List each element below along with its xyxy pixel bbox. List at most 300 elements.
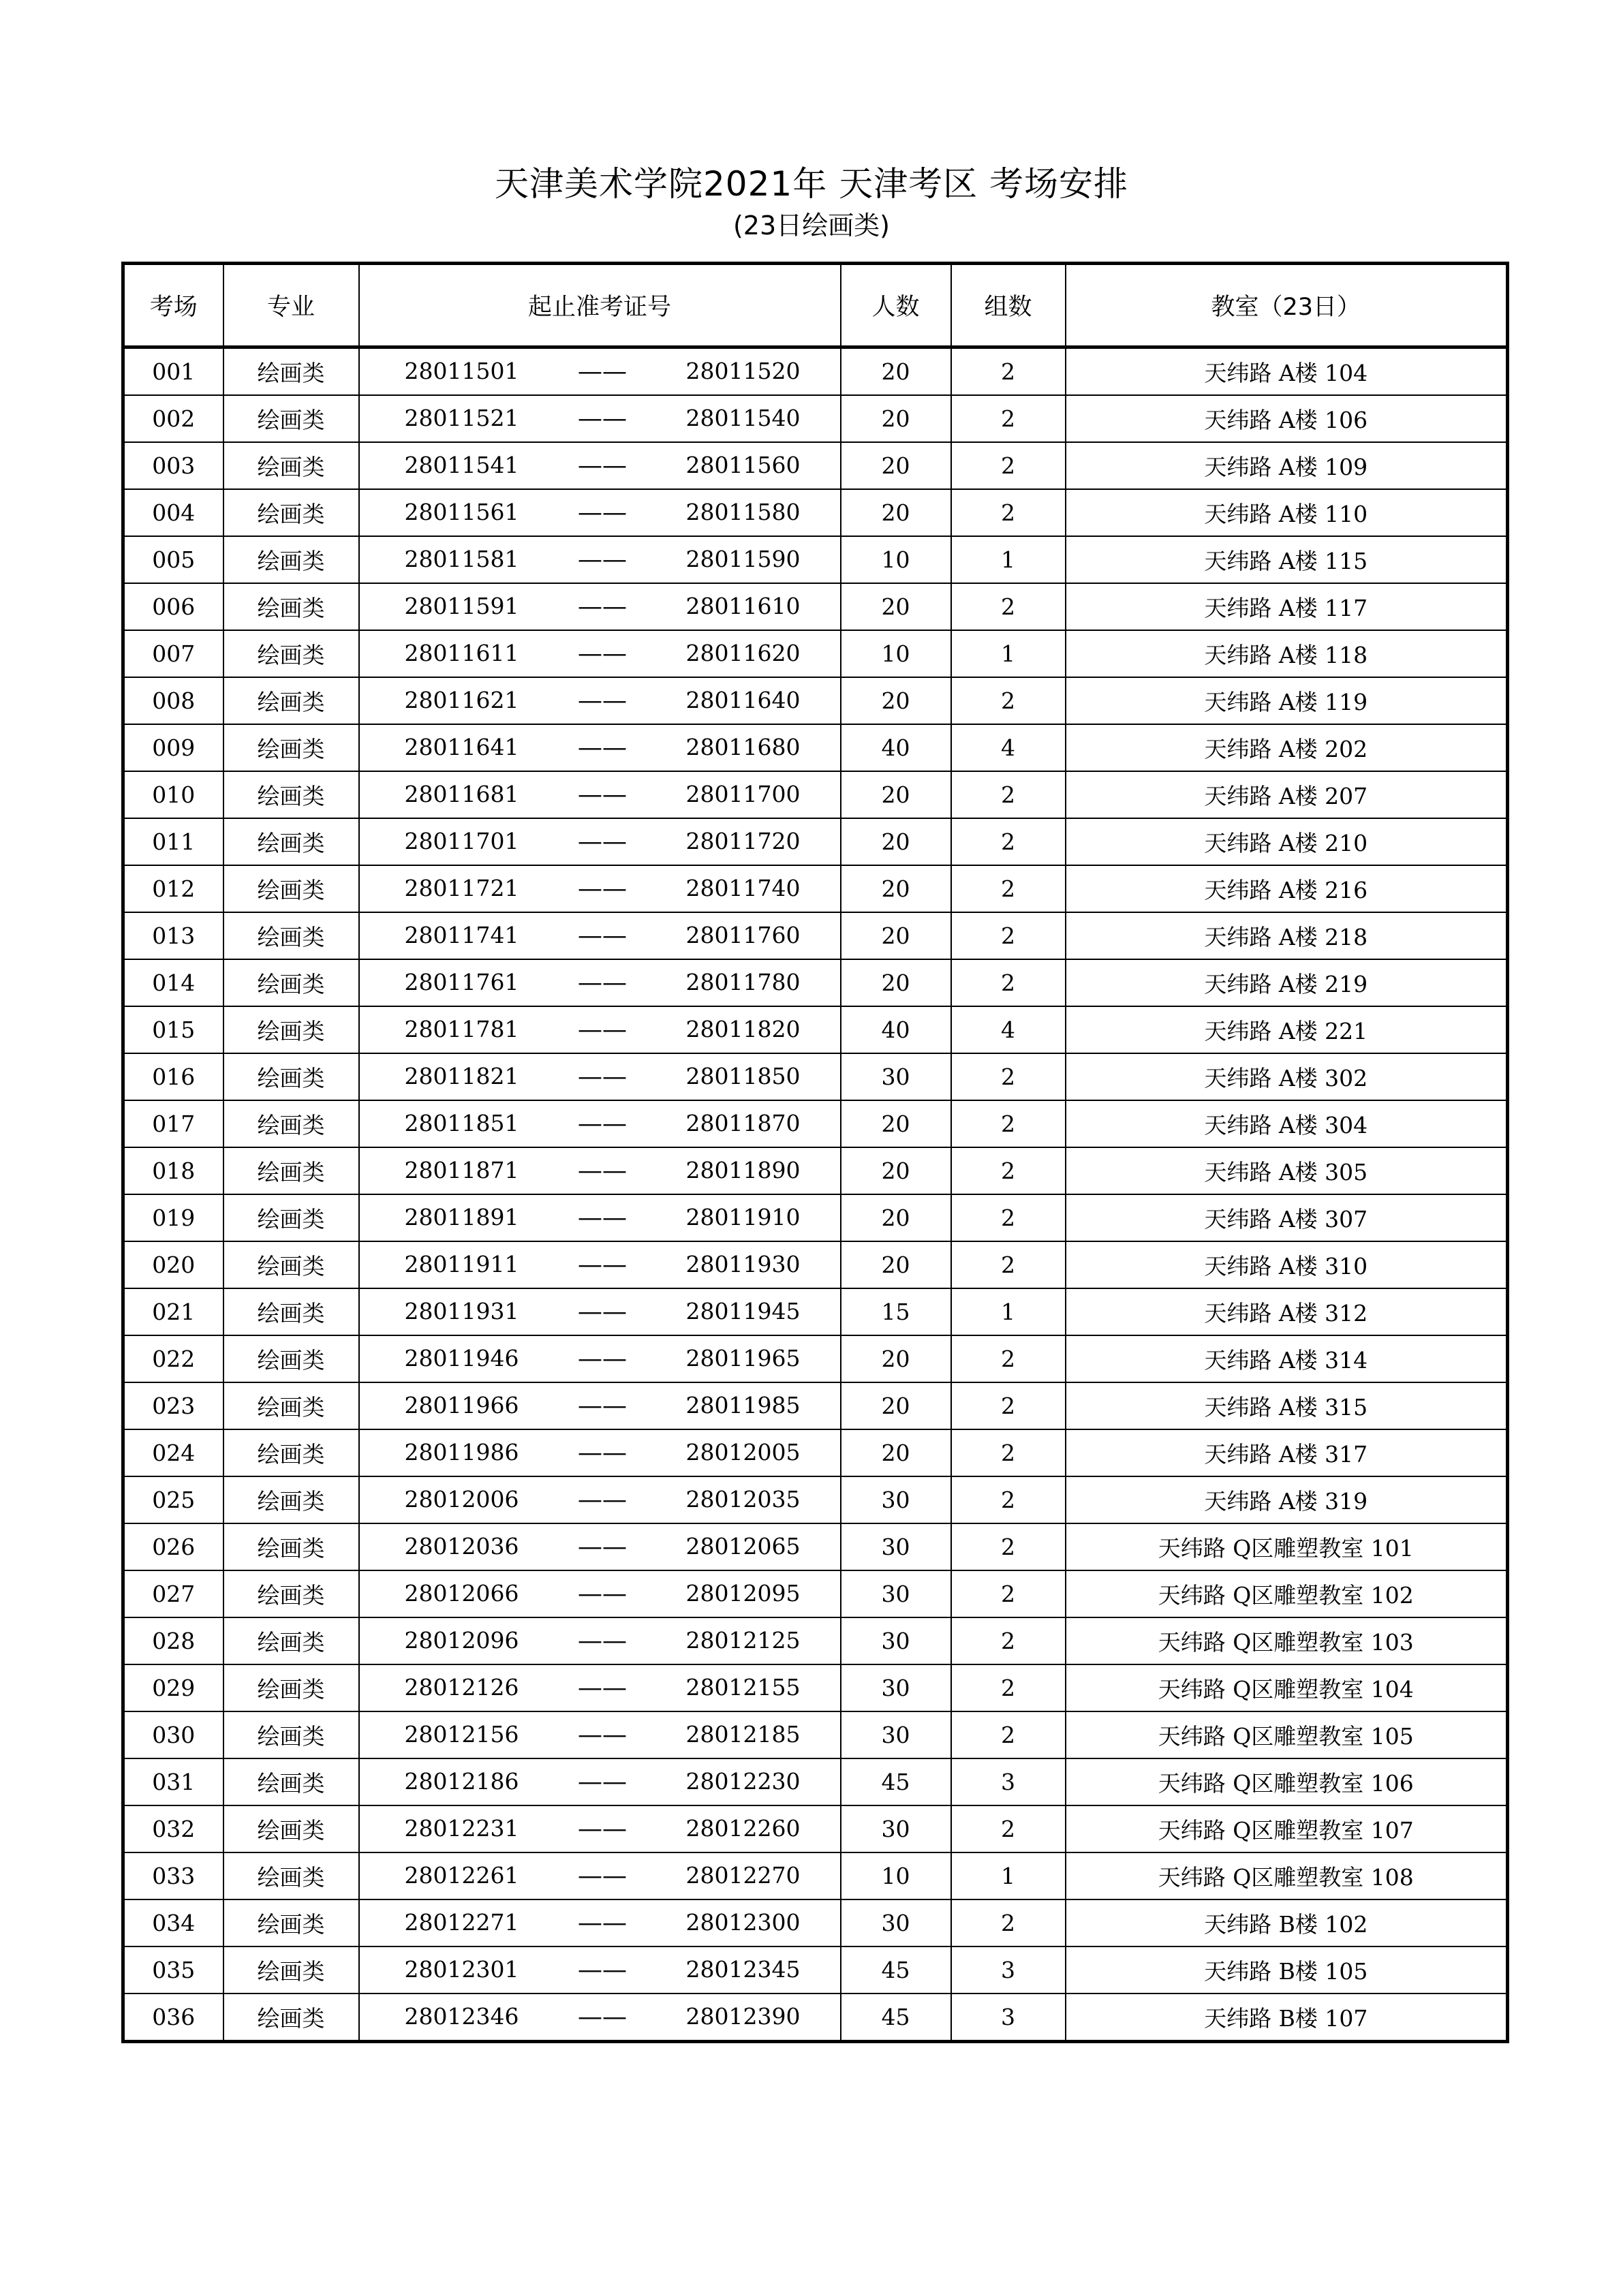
table-row: [123, 1805, 1508, 1852]
cell-groups: 1: [951, 630, 1066, 677]
cell-range: [359, 1711, 841, 1758]
header-row: [123, 264, 1508, 347]
range-end: 28011890: [685, 1157, 801, 1183]
cell-room: 034: [123, 1899, 223, 1946]
table-row: [123, 1523, 1508, 1570]
range-end: 28011540: [685, 405, 801, 431]
range-end: 28012270: [685, 1862, 801, 1889]
range-separator: ——: [578, 828, 627, 856]
table-row: [123, 1335, 1508, 1382]
cell-range: [359, 912, 841, 959]
cell-count: 20: [841, 677, 951, 724]
cell-classroom: 天纬路 A楼 119: [1066, 677, 1508, 724]
cell-range: [359, 1288, 841, 1335]
table-row: [123, 1147, 1508, 1194]
cell-room: 022: [123, 1335, 223, 1382]
table-row: [123, 1711, 1508, 1758]
cell-major: 绘画类: [223, 1758, 359, 1805]
cell-classroom: 天纬路 A楼 106: [1066, 395, 1508, 442]
cell-room: 025: [123, 1476, 223, 1523]
cell-groups: 1: [951, 1852, 1066, 1899]
cell-room: 002: [123, 395, 223, 442]
cell-count: 20: [841, 347, 951, 396]
cell-major: 绘画类: [223, 1194, 359, 1241]
range-start: 28011621: [404, 687, 519, 713]
range-separator: ——: [578, 1674, 627, 1702]
cell-groups: 2: [951, 1194, 1066, 1241]
cell-major: 绘画类: [223, 536, 359, 583]
cell-major: 绘画类: [223, 912, 359, 959]
range-separator: ——: [578, 593, 627, 621]
cell-range: [359, 1852, 841, 1899]
range-start: 28011611: [404, 640, 519, 666]
cell-major: 绘画类: [223, 771, 359, 818]
range-end: 28011590: [685, 546, 801, 572]
cell-major: 绘画类: [223, 1335, 359, 1382]
range-separator: ——: [578, 1251, 627, 1279]
cell-room: 004: [123, 489, 223, 536]
table-row: [123, 912, 1508, 959]
cell-range: [359, 442, 841, 489]
header-room: 考场: [123, 264, 223, 347]
range-start: 28011591: [404, 593, 519, 619]
range-start: 28011741: [404, 922, 519, 948]
range-end: 28011870: [685, 1110, 801, 1136]
cell-range: [359, 1241, 841, 1288]
table-row: [123, 865, 1508, 912]
range-end: 28012065: [685, 1533, 801, 1560]
cell-groups: 3: [951, 1994, 1066, 2042]
cell-major: 绘画类: [223, 1100, 359, 1147]
cell-major: 绘画类: [223, 489, 359, 536]
cell-classroom: 天纬路 A楼 304: [1066, 1100, 1508, 1147]
cell-range: [359, 724, 841, 771]
cell-room: 021: [123, 1288, 223, 1335]
cell-count: 30: [841, 1664, 951, 1711]
cell-groups: 2: [951, 1382, 1066, 1429]
range-end: 28012005: [685, 1439, 801, 1465]
cell-count: 20: [841, 1194, 951, 1241]
range-start: 28011761: [404, 969, 519, 995]
table-row: [123, 1194, 1508, 1241]
cell-groups: 2: [951, 865, 1066, 912]
cell-room: 006: [123, 583, 223, 630]
cell-groups: 2: [951, 771, 1066, 818]
cell-room: 015: [123, 1006, 223, 1053]
cell-room: 019: [123, 1194, 223, 1241]
cell-room: 008: [123, 677, 223, 724]
cell-range: [359, 536, 841, 583]
table-row: [123, 1617, 1508, 1664]
range-start: 28012346: [404, 2003, 519, 2030]
cell-room: 016: [123, 1053, 223, 1100]
table-row: [123, 536, 1508, 583]
cell-classroom: 天纬路 A楼 118: [1066, 630, 1508, 677]
cell-room: 029: [123, 1664, 223, 1711]
cell-groups: 2: [951, 1805, 1066, 1852]
range-start: 28011641: [404, 734, 519, 760]
table-row: [123, 1570, 1508, 1617]
range-start: 28011781: [404, 1016, 519, 1042]
cell-count: 20: [841, 1382, 951, 1429]
header-classroom: 教室（23日）: [1066, 264, 1508, 347]
range-end: 28012390: [685, 2003, 801, 2030]
cell-groups: 2: [951, 1053, 1066, 1100]
range-end: 28011700: [685, 781, 801, 807]
table-row: [123, 959, 1508, 1006]
cell-count: 20: [841, 959, 951, 1006]
cell-major: 绘画类: [223, 724, 359, 771]
cell-classroom: 天纬路 B楼 105: [1066, 1946, 1508, 1994]
range-separator: ——: [578, 734, 627, 762]
cell-count: 10: [841, 630, 951, 677]
range-start: 28011581: [404, 546, 519, 572]
cell-range: [359, 1664, 841, 1711]
cell-groups: 2: [951, 1570, 1066, 1617]
range-separator: ——: [578, 1392, 627, 1420]
range-start: 28011521: [404, 405, 519, 431]
range-end: 28011580: [685, 499, 801, 525]
cell-count: 20: [841, 1241, 951, 1288]
range-separator: ——: [578, 1439, 627, 1467]
cell-major: 绘画类: [223, 677, 359, 724]
cell-classroom: 天纬路 Q区雕塑教室 104: [1066, 1664, 1508, 1711]
cell-groups: 2: [951, 1241, 1066, 1288]
cell-range: [359, 1194, 841, 1241]
cell-room: 035: [123, 1946, 223, 1994]
cell-count: 20: [841, 1429, 951, 1476]
cell-room: 017: [123, 1100, 223, 1147]
range-start: 28012036: [404, 1533, 519, 1560]
range-end: 28011610: [685, 593, 801, 619]
cell-count: 30: [841, 1476, 951, 1523]
cell-classroom: 天纬路 Q区雕塑教室 103: [1066, 1617, 1508, 1664]
table-row: [123, 1053, 1508, 1100]
cell-groups: 2: [951, 442, 1066, 489]
cell-room: 001: [123, 347, 223, 396]
cell-major: 绘画类: [223, 1429, 359, 1476]
cell-major: 绘画类: [223, 442, 359, 489]
range-end: 28011760: [685, 922, 801, 948]
cell-count: 20: [841, 865, 951, 912]
cell-classroom: 天纬路 A楼 317: [1066, 1429, 1508, 1476]
cell-classroom: 天纬路 A楼 219: [1066, 959, 1508, 1006]
cell-range: [359, 1523, 841, 1570]
cell-groups: 2: [951, 1147, 1066, 1194]
table-row: [123, 1241, 1508, 1288]
range-end: 28011680: [685, 734, 801, 760]
range-separator: ——: [578, 1486, 627, 1514]
cell-classroom: 天纬路 A楼 302: [1066, 1053, 1508, 1100]
table-row: [123, 1664, 1508, 1711]
range-separator: ——: [578, 1815, 627, 1843]
range-end: 28011965: [685, 1345, 801, 1371]
cell-major: 绘画类: [223, 1805, 359, 1852]
cell-groups: 2: [951, 818, 1066, 865]
cell-count: 40: [841, 1006, 951, 1053]
cell-classroom: 天纬路 A楼 221: [1066, 1006, 1508, 1053]
range-start: 28012186: [404, 1768, 519, 1795]
cell-range: [359, 1006, 841, 1053]
cell-classroom: 天纬路 Q区雕塑教室 108: [1066, 1852, 1508, 1899]
cell-range: [359, 677, 841, 724]
cell-range: [359, 771, 841, 818]
range-end: 28011560: [685, 452, 801, 478]
cell-count: 30: [841, 1899, 951, 1946]
cell-classroom: 天纬路 A楼 319: [1066, 1476, 1508, 1523]
cell-classroom: 天纬路 A楼 115: [1066, 536, 1508, 583]
cell-room: 032: [123, 1805, 223, 1852]
range-end: 28012035: [685, 1486, 801, 1512]
header-count: 人数: [841, 264, 951, 347]
cell-major: 绘画类: [223, 1476, 359, 1523]
cell-groups: 2: [951, 1617, 1066, 1664]
range-end: 28011930: [685, 1251, 801, 1277]
cell-major: 绘画类: [223, 1664, 359, 1711]
cell-classroom: 天纬路 A楼 109: [1066, 442, 1508, 489]
range-start: 28011501: [404, 358, 519, 384]
cell-major: 绘画类: [223, 630, 359, 677]
cell-count: 10: [841, 536, 951, 583]
cell-count: 30: [841, 1523, 951, 1570]
cell-groups: 1: [951, 1288, 1066, 1335]
range-start: 28011681: [404, 781, 519, 807]
range-separator: ——: [578, 405, 627, 433]
range-separator: ——: [578, 1627, 627, 1655]
range-separator: ——: [578, 875, 627, 903]
cell-classroom: 天纬路 A楼 312: [1066, 1288, 1508, 1335]
range-end: 28012345: [685, 1956, 801, 1983]
cell-major: 绘画类: [223, 1147, 359, 1194]
cell-groups: 2: [951, 583, 1066, 630]
cell-count: 20: [841, 489, 951, 536]
range-end: 28011720: [685, 828, 801, 854]
cell-range: [359, 347, 841, 396]
cell-count: 30: [841, 1053, 951, 1100]
table-row: [123, 818, 1508, 865]
cell-classroom: 天纬路 A楼 307: [1066, 1194, 1508, 1241]
range-separator: ——: [578, 969, 627, 997]
range-start: 28012096: [404, 1627, 519, 1654]
range-end: 28011520: [685, 358, 801, 384]
cell-groups: 2: [951, 1523, 1066, 1570]
range-start: 28011851: [404, 1110, 519, 1136]
range-start: 28012066: [404, 1580, 519, 1607]
cell-range: [359, 630, 841, 677]
cell-range: [359, 395, 841, 442]
range-start: 28012156: [404, 1721, 519, 1748]
cell-classroom: 天纬路 Q区雕塑教室 107: [1066, 1805, 1508, 1852]
range-start: 28011986: [404, 1439, 519, 1465]
cell-groups: 2: [951, 1711, 1066, 1758]
cell-room: 018: [123, 1147, 223, 1194]
cell-classroom: 天纬路 A楼 305: [1066, 1147, 1508, 1194]
cell-range: [359, 1382, 841, 1429]
exam-schedule-table: [121, 262, 1509, 2043]
range-start: 28011701: [404, 828, 519, 854]
cell-room: 033: [123, 1852, 223, 1899]
cell-count: 20: [841, 583, 951, 630]
cell-major: 绘画类: [223, 1946, 359, 1994]
cell-room: 031: [123, 1758, 223, 1805]
cell-groups: 2: [951, 1476, 1066, 1523]
cell-count: 45: [841, 1758, 951, 1805]
cell-major: 绘画类: [223, 1241, 359, 1288]
cell-groups: 2: [951, 912, 1066, 959]
table-row: [123, 1946, 1508, 1994]
range-end: 28011945: [685, 1298, 801, 1324]
cell-classroom: 天纬路 Q区雕塑教室 105: [1066, 1711, 1508, 1758]
range-end: 28011640: [685, 687, 801, 713]
cell-major: 绘画类: [223, 1006, 359, 1053]
range-end: 28012155: [685, 1674, 801, 1701]
cell-groups: 2: [951, 489, 1066, 536]
cell-classroom: 天纬路 A楼 218: [1066, 912, 1508, 959]
range-end: 28011780: [685, 969, 801, 995]
range-end: 28011985: [685, 1392, 801, 1418]
cell-range: [359, 1570, 841, 1617]
cell-groups: 2: [951, 1100, 1066, 1147]
cell-classroom: 天纬路 A楼 104: [1066, 347, 1508, 396]
table-body: [123, 347, 1508, 2042]
cell-range: [359, 1899, 841, 1946]
cell-groups: 4: [951, 1006, 1066, 1053]
cell-groups: 4: [951, 724, 1066, 771]
cell-count: 20: [841, 395, 951, 442]
cell-count: 20: [841, 1335, 951, 1382]
cell-room: 020: [123, 1241, 223, 1288]
table-row: [123, 1852, 1508, 1899]
cell-count: 30: [841, 1617, 951, 1664]
header-major: 专业: [223, 264, 359, 347]
cell-range: [359, 818, 841, 865]
range-start: 28011541: [404, 452, 519, 478]
cell-major: 绘画类: [223, 395, 359, 442]
cell-major: 绘画类: [223, 818, 359, 865]
header-range: 起止准考证号: [359, 264, 841, 347]
range-separator: ——: [578, 640, 627, 668]
cell-major: 绘画类: [223, 865, 359, 912]
range-start: 28012231: [404, 1815, 519, 1842]
cell-classroom: 天纬路 A楼 216: [1066, 865, 1508, 912]
range-end: 28011850: [685, 1063, 801, 1089]
cell-major: 绘画类: [223, 959, 359, 1006]
cell-room: 013: [123, 912, 223, 959]
range-separator: ——: [578, 499, 627, 527]
table-row: [123, 1100, 1508, 1147]
cell-room: 030: [123, 1711, 223, 1758]
table-row: [123, 489, 1508, 536]
table-row: [123, 347, 1508, 396]
cell-count: 20: [841, 442, 951, 489]
cell-room: 023: [123, 1382, 223, 1429]
range-separator: ——: [578, 452, 627, 480]
cell-classroom: 天纬路 A楼 207: [1066, 771, 1508, 818]
cell-range: [359, 865, 841, 912]
cell-groups: 2: [951, 347, 1066, 396]
page-subtitle: (23日绘画类): [732, 211, 890, 241]
range-separator: ——: [578, 358, 627, 386]
cell-range: [359, 1994, 841, 2042]
range-separator: ——: [578, 1016, 627, 1044]
cell-classroom: 天纬路 A楼 210: [1066, 818, 1508, 865]
cell-room: 009: [123, 724, 223, 771]
cell-classroom: 天纬路 A楼 110: [1066, 489, 1508, 536]
range-separator: ——: [578, 1862, 627, 1890]
cell-room: 028: [123, 1617, 223, 1664]
table-row: [123, 677, 1508, 724]
cell-room: 027: [123, 1570, 223, 1617]
range-end: 28012125: [685, 1627, 801, 1654]
page-title: 天津美术学院2021年 天津考区 考场安排: [494, 164, 1129, 204]
cell-range: [359, 1053, 841, 1100]
cell-count: 20: [841, 818, 951, 865]
range-start: 28012006: [404, 1486, 519, 1512]
cell-major: 绘画类: [223, 1899, 359, 1946]
table-row: [123, 1994, 1508, 2042]
table-row: [123, 1758, 1508, 1805]
cell-groups: 2: [951, 677, 1066, 724]
range-start: 28011911: [404, 1251, 519, 1277]
cell-groups: 2: [951, 1429, 1066, 1476]
cell-major: 绘画类: [223, 1852, 359, 1899]
range-end: 28011740: [685, 875, 801, 901]
range-end: 28012300: [685, 1909, 801, 1936]
range-separator: ——: [578, 1110, 627, 1138]
cell-room: 005: [123, 536, 223, 583]
range-separator: ——: [578, 1063, 627, 1091]
range-end: 28012185: [685, 1721, 801, 1748]
range-start: 28011561: [404, 499, 519, 525]
range-separator: ——: [578, 1157, 627, 1185]
range-separator: ——: [578, 1580, 627, 1608]
cell-range: [359, 1429, 841, 1476]
table-row: [123, 583, 1508, 630]
cell-count: 20: [841, 1100, 951, 1147]
cell-range: [359, 1617, 841, 1664]
cell-classroom: 天纬路 A楼 315: [1066, 1382, 1508, 1429]
cell-major: 绘画类: [223, 1994, 359, 2042]
cell-classroom: 天纬路 A楼 314: [1066, 1335, 1508, 1382]
cell-range: [359, 1805, 841, 1852]
range-start: 28011871: [404, 1157, 519, 1183]
cell-major: 绘画类: [223, 1570, 359, 1617]
table-row: [123, 395, 1508, 442]
cell-major: 绘画类: [223, 347, 359, 396]
range-start: 28011946: [404, 1345, 519, 1371]
cell-count: 15: [841, 1288, 951, 1335]
cell-classroom: 天纬路 B楼 102: [1066, 1899, 1508, 1946]
range-separator: ——: [578, 2003, 627, 2031]
cell-room: 026: [123, 1523, 223, 1570]
cell-groups: 2: [951, 1664, 1066, 1711]
cell-groups: 1: [951, 536, 1066, 583]
cell-groups: 2: [951, 1335, 1066, 1382]
range-end: 28012260: [685, 1815, 801, 1842]
range-end: 28012095: [685, 1580, 801, 1607]
header-groups: 组数: [951, 264, 1066, 347]
cell-classroom: 天纬路 A楼 117: [1066, 583, 1508, 630]
range-end: 28012230: [685, 1768, 801, 1795]
cell-count: 45: [841, 1946, 951, 1994]
cell-groups: 3: [951, 1758, 1066, 1805]
cell-room: 014: [123, 959, 223, 1006]
range-start: 28012126: [404, 1674, 519, 1701]
range-separator: ——: [578, 781, 627, 809]
range-separator: ——: [578, 1345, 627, 1373]
table-row: [123, 771, 1508, 818]
cell-groups: 3: [951, 1946, 1066, 1994]
